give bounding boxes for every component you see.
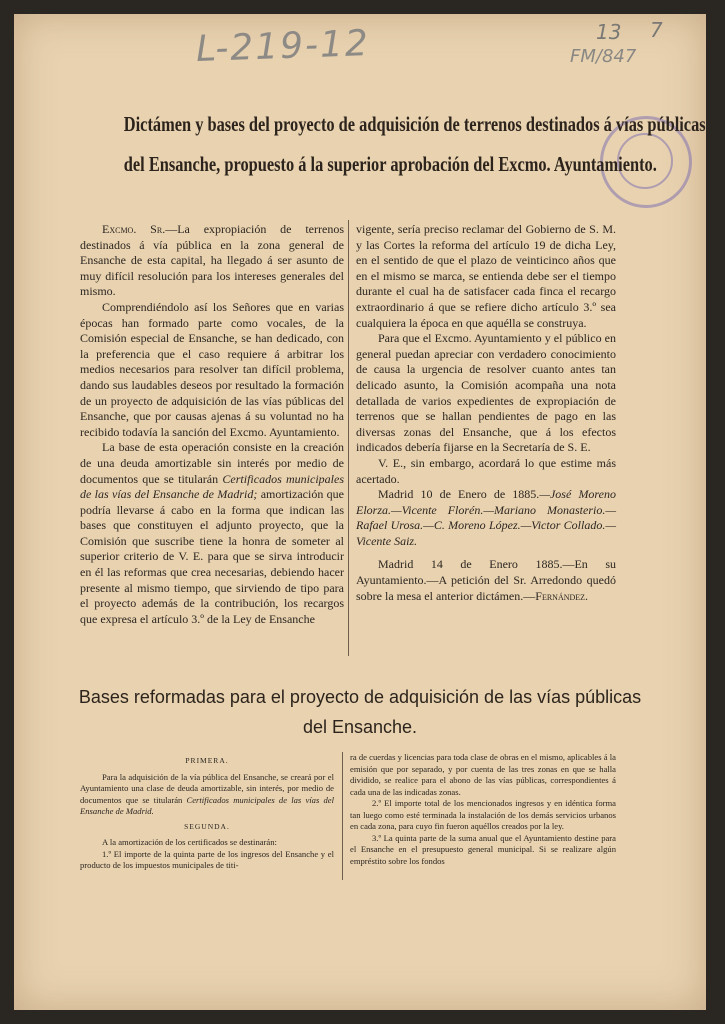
paragraph-4: Para que el Excmo. Ayuntamiento y el público en general puedan apreciar con verdadero conocimiento de causa la urgencia de resolver cuanto antes tan delicado asunto, la Comisión acompaña una nota detallada de varios expedientes de expropiación de terrenos que se hallan pendientes de pago en las diversas zonas del Ensanche, que á los efectos indicados debería fijarse en la Secretaría de S. E. — [356, 331, 616, 455]
paragraph-1: Excmo. Sr.—La expropiación de terrenos destinados á vía pública en la zona general de Ensanche de esta capital, ha llegado á ser asunto de muy difícil resolución para los intereses generales del mismo. — [80, 222, 344, 299]
segunda-item-2: 2.º El importe total de los mencionados ingresos y en idéntica forma tan luego como esté terminada la instalación de los demás servicios urbanos en cada zona, para cuyo fin fueron aquéllos creados por la ley. — [350, 798, 616, 831]
bases-column-left — [80, 752, 334, 872]
heading-primera: PRIMERA. — [185, 756, 229, 765]
closing-name: Fernández. — [535, 588, 589, 603]
heading-segunda: SEGUNDA. — [184, 821, 230, 831]
section-title-line-1: Bases reformadas para el proyecto de adquisición de las vías públicas — [78, 687, 642, 707]
paragraph-3-continued: vigente, sería preciso reclamar del Gobierno de S. M. y las Cortes la reforma del artículo 19 de dicha Ley, en el sentido de que el plazo de veinticinco años que en el mismo se marca, se entienda debe ser el tiempo durante el cual ha de satisfacer cada finca el recargo extraordinario á que se refiere dicho artículo 3.º sea cualquiera la época en que aquélla se construya. — [356, 222, 616, 330]
column-divider — [348, 220, 349, 656]
salutation: Excmo. Sr. — [102, 222, 166, 236]
segunda-item-1: 1.º El importe de la quinta parte de los ingresos del Ensanche y el producto de los impuestos municipales de titi- — [80, 848, 334, 870]
archive-code-annotation: L-219-12 — [195, 22, 371, 71]
column-divider-2 — [342, 752, 343, 880]
segunda-item-3: 3.º La quinta parte de la suma anual que el Ayuntamiento destine para el Ensanche en el presupuesto general municipal. Si se realizare algún empréstito sobre los fondos — [350, 832, 616, 866]
paragraph-3: La base de esta operación consiste en la creación de una deuda amortizable sin interés por medio de documentos que se titularán Certificados municipales de las vías del Ensanche de Madrid; amortización que podría llevarse á cabo en la forma que indican las bases que constituyen el adjunto proyecto, que la Comisión que suscribe tiene la honra de someter al superior criterio de V. E. para que se sirva introducir en él las reformas que crea necesarias, debiendo hacer presente al mismo tiempo, que sirviendo de tipo para el proyecto además de la contribución, los recargos que expresa el artículo 3.º de la Ley de Ensanche — [80, 440, 345, 626]
section-title-line-2: del Ensanche. — [302, 717, 418, 737]
title-line-1: Dictámen y bases del proyecto de adquisición de terrenos destinados á vías públicas — [123, 112, 706, 136]
document-title — [123, 104, 706, 184]
paragraph-5: V. E., sin embargo, acordará lo que estime más acertado. — [356, 455, 616, 486]
segunda-intro: A la amortización de los certificados se destinarán: — [102, 837, 277, 847]
title-line-2: del Ensanche, propuesto á la superior aprobación del Excmo. Ayuntamiento. — [123, 152, 657, 176]
primera-text: Para la adquisición de la vía pública del Ensanche, se creará por el Ayuntamiento una clase de deuda amortizable, sin interés, por medio de documentos que se titularán Certificados municipales de las vías del Ensanche de Madrid. — [80, 771, 334, 816]
session-note: Madrid 14 de Enero 1885.—En su Ayuntamiento.—A petición del Sr. Arredondo quedó sobre la mesa el anterior dictámen.—Fernández. — [356, 557, 616, 603]
page-number-annotation: 13 — [596, 20, 622, 44]
date-and-signatories: Madrid 10 de Enero de 1885.—José Moreno Elorza.—Vicente Florén.—Mariano Monasterio.—Rafael Urosa.—C. Moreno López.—Victor Collado.—Vicente Saiz. — [356, 487, 616, 548]
section-title — [70, 682, 650, 742]
segunda-item-1-continued: ra de cuerdas y licencias para toda clase de obras en el mismo, aplicables á la emisión que por separado, y por cuenta de las tres zonas en que se halla dividido, se realice para el abono de las vías públicas, correspondientes á cada una de las indicadas zonas. — [350, 752, 616, 797]
page-mark-annotation: 7 — [650, 18, 663, 42]
body-column-right — [356, 222, 616, 604]
fm-code-annotation: FM/847 — [570, 46, 637, 67]
paragraph-2: Comprendiéndolo así los Señores que en varias épocas han formado parte como vocales, de la Comisión especial de Ensanche, se han dedicado, con la preferencia que el caso requiere á arbitrar los medios necesarios para resolver tan difícil problema, dando sus laudables deseos por resultado la formación de un proyecto de adquisición de las vías públicas del Ensanche, que por causas ajenas á su voluntad no ha recibido todavía la sanción del Excmo. Ayuntamiento. — [80, 299, 344, 439]
body-column-left — [80, 222, 344, 627]
bases-column-right — [350, 752, 616, 867]
